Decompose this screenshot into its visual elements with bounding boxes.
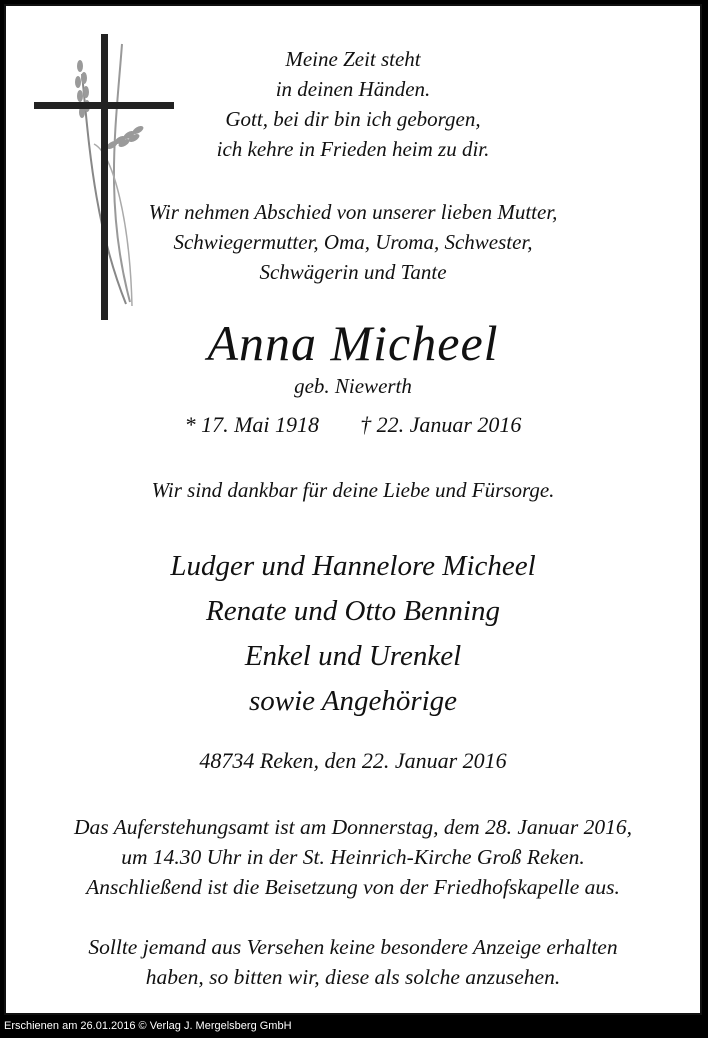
obituary-card: [4, 4, 702, 1015]
service-line: Anschließend ist die Beisetzung von der Friedhofskapelle aus.: [86, 875, 620, 899]
intro-line: Wir nehmen Abschied von unserer lieben Mutter,: [148, 200, 558, 224]
service-line: um 14.30 Uhr in der St. Heinrich-Kirche Groß Reken.: [121, 845, 585, 869]
life-dates: [6, 412, 700, 438]
verse-line: Meine Zeit steht: [285, 47, 421, 71]
notice-line: Sollte jemand aus Versehen keine besondere Anzeige erhalten: [88, 935, 618, 959]
verse-line: in deinen Händen.: [275, 77, 431, 101]
verse-line: Gott, bei dir bin ich geborgen,: [225, 107, 481, 131]
place-date: 48734 Reken, den 22. Januar 2016: [199, 748, 507, 773]
service-line: Das Auferstehungsamt ist am Donnerstag, dem 28. Januar 2016,: [74, 815, 632, 839]
maiden-name: geb. Niewerth: [294, 374, 412, 398]
birth-date: * 17. Mai 1918: [184, 412, 320, 437]
thanks-line: Wir sind dankbar für deine Liebe und Fürsorge.: [151, 478, 555, 502]
mourner-line: Renate und Otto Benning: [206, 595, 500, 627]
deceased-name: Anna Micheel: [207, 315, 499, 371]
mourner-line: sowie Angehörige: [248, 685, 458, 717]
mourner-line: Ludger und Hannelore Micheel: [170, 550, 536, 582]
verse-line: ich kehre in Frieden heim zu dir.: [216, 137, 490, 161]
notice-line: haben, so bitten wir, diese als solche anzusehen.: [145, 965, 561, 989]
intro-line: Schwägerin und Tante: [259, 260, 447, 284]
death-date: † 22. Januar 2016: [360, 412, 522, 437]
publication-footer: Erschienen am 26.01.2016 © Verlag J. Mergelsberg GmbH: [4, 1020, 292, 1032]
intro-line: Schwiegermutter, Oma, Uroma, Schwester,: [173, 230, 533, 254]
mourner-line: Enkel und Urenkel: [244, 640, 462, 672]
